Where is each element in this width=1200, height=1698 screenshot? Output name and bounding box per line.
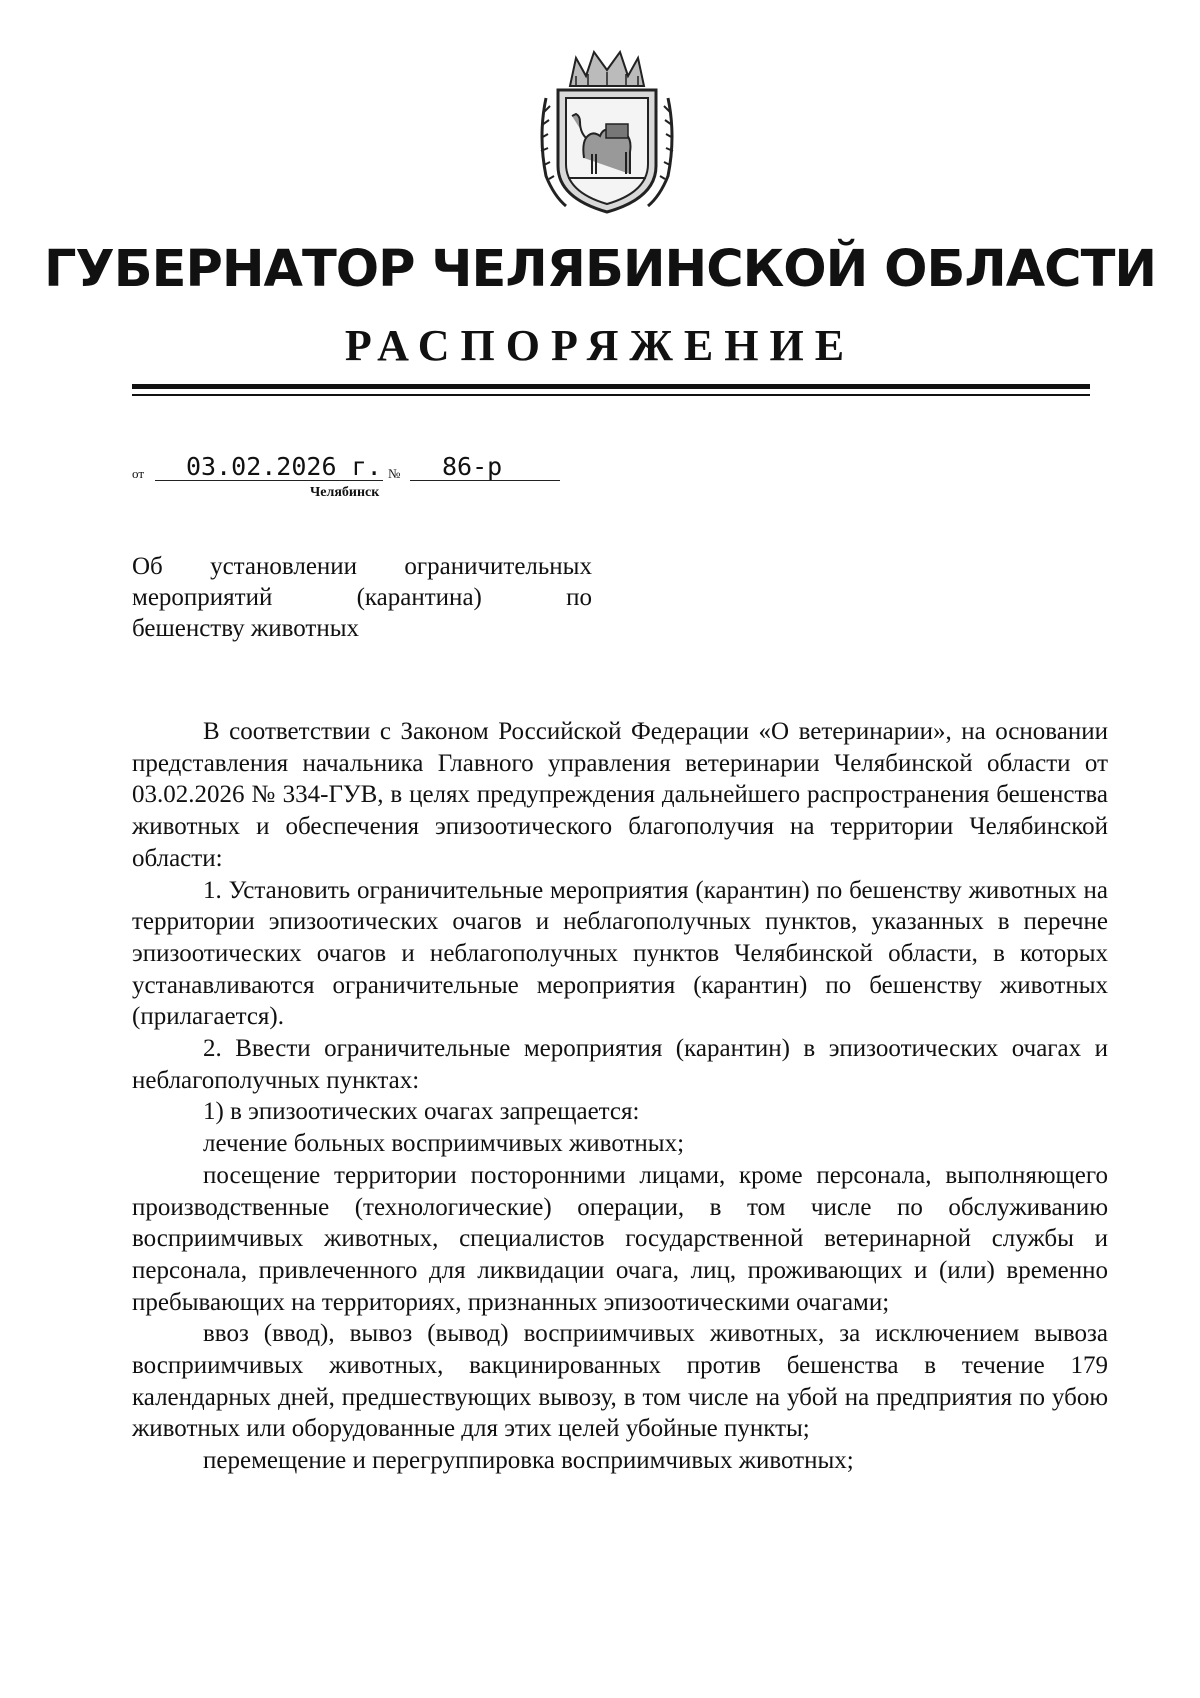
from-label: от [132,466,145,481]
body-paragraph: В соответствии с Законом Российской Федерации «О ветеринарии», на основании представления начальника Главного управления ветеринарии Челябинской области от 03.02.2026 № 334-ГУВ, в целях предупреждения дальнейшего распространения бешенства животных и обеспечения эпизоотического благополучия на территории Челябинской области: [132,718,1108,872]
body-paragraph: посещение территории посторонними лицами, кроме персонала, выполняющего производственные (технологические) операции, в том числе по обслуживанию восприимчивых животных, специалистов государственной ветеринарной службы и персонала, привлеченного для ликвидации очага, лиц, проживающих и (или) временно пребывающих на территориях, признанных эпизоотическими очагами; [132,1161,1108,1316]
number-label: № [388,466,401,481]
body-paragraph: 2. Ввести ограничительные мероприятия (карантин) в эпизоотических очагах и неблагополучных пунктах: [132,1035,1108,1094]
document-body [132,716,1108,1477]
document-title: ГУБЕРНАТОР ЧЕЛЯБИНСКОЙ ОБЛАСТИ [43,240,1157,299]
body-paragraph: 1. Установить ограничительные мероприятия (карантин) по бешенству животных на территории эпизоотических очагов и неблагополучных пунктов, указанных в перечне эпизоотических очагов и неблагополучных пунктов Челябинской области, в которых устанавливаются ограничительные мероприятия (карантин) по бешенству животных (прилагается). [132,876,1108,1031]
document-number: 86-р [442,452,503,481]
body-paragraph: перемещение и перегруппировка восприимчивых животных; [203,1447,854,1475]
document-subject [132,551,592,644]
document-date: 03.02.2026 г. [186,452,382,481]
subject-line: мероприятий (карантина) по [132,584,592,611]
body-paragraph: 1) в эпизоотических очагах запрещается: [203,1098,640,1126]
subject-line: бешенству животных [132,615,359,642]
subject-line: Об установлении ограничительных [132,553,592,580]
header-divider-thick [132,384,1090,389]
body-paragraph: ввоз (ввод), вывоз (вывод) восприимчивых животных, за исключением вывоза восприимчивых животных, вакцинированных против бешенства в течение 179 календарных дней, предшествующих вывозу, в том числе на убой на предприятия по убою животных или оборудованные для этих целей убойные пункты; [132,1320,1108,1443]
city-name: Челябинск [310,485,380,500]
coat-of-arms-emblem [536,46,678,218]
document-type: РАСПОРЯЖЕНИЕ [344,321,856,370]
header-divider-thin [132,394,1090,396]
body-paragraph: лечение больных восприимчивых животных; [203,1130,685,1158]
